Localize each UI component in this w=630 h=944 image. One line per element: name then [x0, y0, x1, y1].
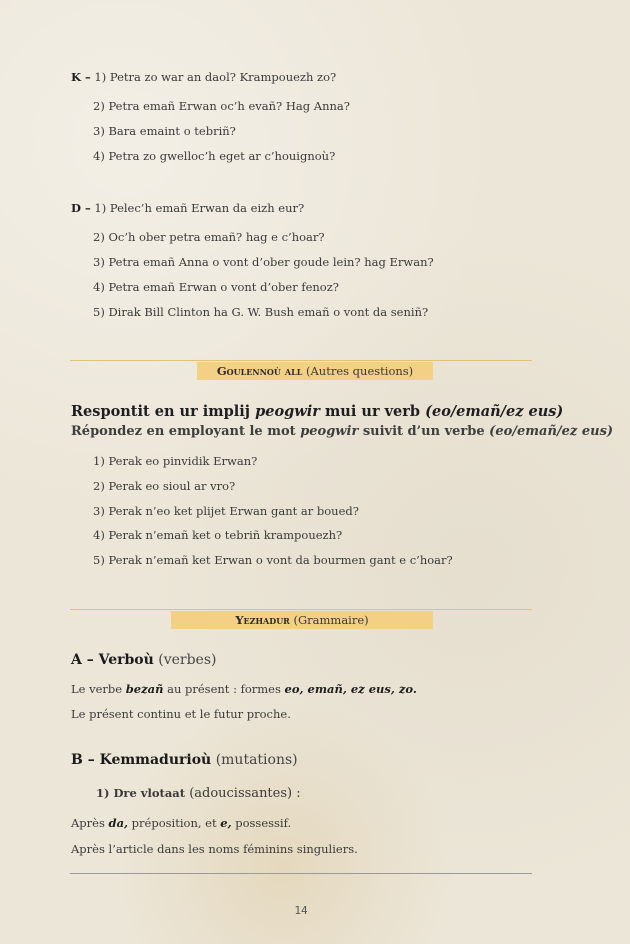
question-d2: 2) Oc’h ober petra emañ? hag e c’hoar?: [93, 230, 325, 244]
goulennou-banner: [197, 362, 433, 380]
instruction-breton: Respontit en ur implij peogwir mui ur verb (eo/emañ/ez eus): [71, 403, 564, 420]
section-b-heading: B – Kemmadurioù (mutations): [71, 752, 298, 768]
section-k-label: K –: [71, 70, 91, 84]
question-d4: 4) Petra emañ Erwan o vont d’ober fenoz?: [93, 280, 339, 294]
question-g5: 5) Perak n’emañ ket Erwan o vont da bourmen gant e c’hoar?: [93, 553, 453, 567]
goulennou-title: Goulennoù all: [216, 364, 303, 378]
question-d1: D – 1) Pelec’h emañ Erwan da eizh eur?: [71, 201, 305, 215]
instruction-french: Répondez en employant le mot peogwir suivit d’un verbe (eo/emañ/ez eus): [71, 424, 614, 439]
question-g1: 1) Perak eo pinvidik Erwan?: [93, 454, 258, 468]
question-g4: 4) Perak n’emañ ket o tebriñ krampouezh?: [93, 528, 343, 542]
footer-rule: [70, 873, 532, 874]
question-k2: 2) Petra emañ Erwan oc’h evañ? Hag Anna?: [93, 99, 350, 113]
goulennou-subtitle: (Autres questions): [306, 364, 414, 378]
yezhadur-banner: [171, 611, 433, 629]
question-k4: 4) Petra zo gwelloc’h eget ar c’houignoù?: [93, 149, 336, 163]
section-rule: [70, 360, 532, 361]
grammar-a-line2: Le présent continu et le futur proche.: [71, 707, 291, 721]
page-number: 14: [294, 904, 308, 917]
section-a-heading: A – Verboù (verbes): [71, 652, 217, 668]
section-d-label: D –: [71, 201, 91, 215]
question-g2: 2) Perak eo sioul ar vro?: [93, 479, 236, 493]
question-d3: 3) Petra emañ Anna o vont d’ober goude lein? hag Erwan?: [93, 255, 434, 269]
grammar-b-line1: Après da, préposition, et e, possessif.: [71, 816, 292, 830]
yezhadur-subtitle: (Grammaire): [293, 613, 369, 627]
grammar-b-line2: Après l’article dans les noms féminins singuliers.: [71, 842, 358, 856]
question-k1: K – 1) Petra zo war an daol? Krampouezh zo?: [71, 70, 337, 84]
grammar-a-line1: Le verbe bezañ au présent : formes eo, emañ, ez eus, zo.: [71, 682, 417, 696]
grammar-b1-heading: 1) Dre vlotaat (adoucissantes) :: [96, 786, 301, 801]
section-rule: [70, 609, 532, 610]
question-k3: 3) Bara emaint o tebriñ?: [93, 124, 236, 138]
yezhadur-title: Yezhadur: [235, 613, 290, 627]
question-g3: 3) Perak n’eo ket plijet Erwan gant ar boued?: [93, 504, 359, 518]
question-d5: 5) Dirak Bill Clinton ha G. W. Bush emañ o vont da seniñ?: [93, 305, 429, 319]
